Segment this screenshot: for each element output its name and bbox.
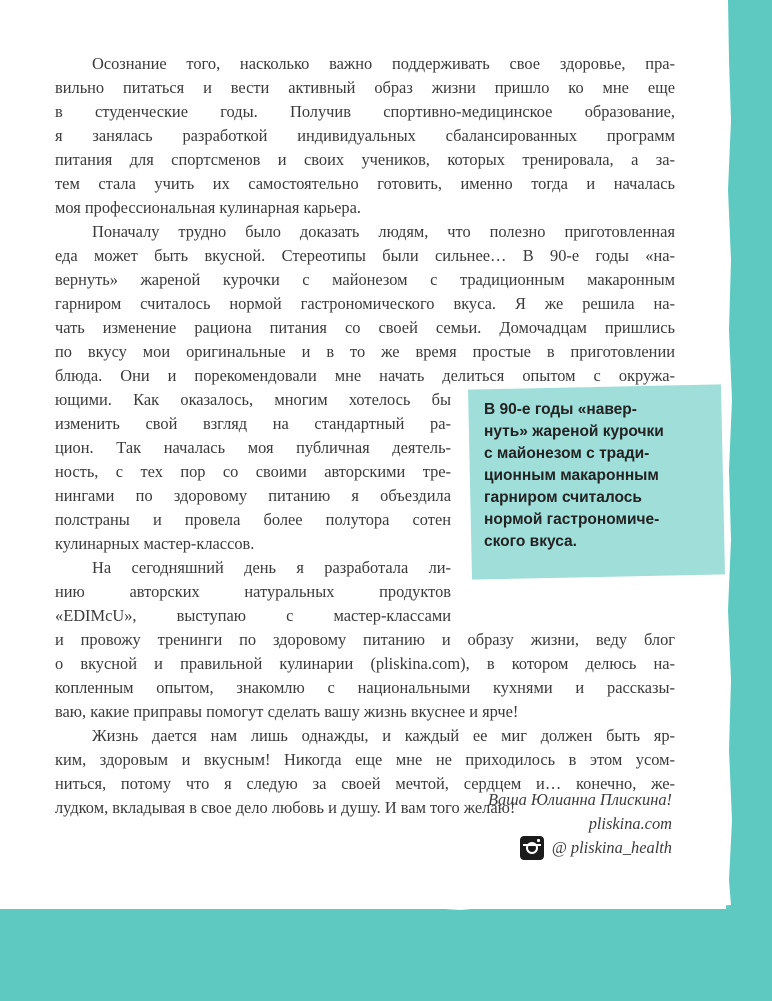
text-line: еда может быть вкусной. Стереотипы были сильнее… В 90-е годы «на- [55, 246, 675, 265]
pull-quote-line: нормой гастрономиче- [484, 511, 660, 528]
text-line: о вкусной и правильной кулинарии (pliskina.com), в котором делюсь на- [55, 654, 675, 673]
text-line: моя профессиональная кулинарная карьера. [55, 198, 361, 217]
pull-quote-line: В 90-е годы «навер- [484, 401, 637, 418]
text-line: кулинарных мастер-классов. [55, 534, 255, 553]
instagram-handle-row[interactable] [488, 836, 672, 860]
text-line: гарниром считалось нормой гастрономического вкуса. Я же решила на- [55, 294, 675, 313]
instagram-handle: @ pliskina_health [551, 838, 672, 857]
text-line: Осознание того, насколько важно поддерживать свое здоровье, пра- [92, 54, 675, 73]
text-line: в студенческие годы. Получив спортивно-медицинское образование, [55, 102, 675, 121]
text-line: Поначалу трудно было доказать людям, что полезно приготовленная [92, 222, 675, 241]
text-line: питания для спортсменов и своих учеников, которых тренировала, а за- [55, 150, 675, 169]
text-line: тем стала учить их самостоятельно готовить, именно тогда и началась [55, 174, 675, 193]
text-line: нингами по здоровому питанию я объездила [55, 486, 451, 505]
website-link[interactable]: pliskina.com [588, 814, 672, 833]
text-line: вильно питаться и вести активный образ жизни пришло ко мне еще [55, 78, 675, 97]
text-line: полстраны и провела более полутора сотен [55, 510, 451, 529]
text-line: блюда. Они и порекомендовали мне начать делиться опытом с окружа- [55, 366, 675, 385]
text-line: «EDIMcU», выступаю с мастер-классами [55, 606, 451, 625]
text-line: копленным опытом, знакомлю с национальными кухнями и рассказы- [55, 678, 675, 697]
text-line: ниться, потому что я следую за своей мечтой, сердцем и… конечно, же- [55, 774, 675, 793]
text-line: ким, здоровым и вкусным! Никогда еще мне не приходилось в этом усом- [55, 750, 675, 769]
text-line: лудком, вкладывая в свое дело любовь и душу. И вам того желаю! [55, 798, 516, 817]
text-line: нию авторских натуральных продуктов [55, 582, 451, 601]
pull-quote [484, 399, 704, 553]
text-line: вернуть» жареной курочки с майонезом с традиционным макаронным [55, 270, 675, 289]
text-line: Жизнь дается нам лишь однажды, и каждый ее миг должен быть яр- [92, 726, 675, 745]
signature-name: Ваша Юлианна Плискина! [488, 790, 672, 809]
text-line: чать изменение рациона питания со своей семьи. Домочадцам пришлись [55, 318, 675, 337]
pull-quote-line: с майонезом с тради- [484, 445, 650, 462]
pull-quote-line: нуть» жареной курочки [484, 423, 664, 440]
text-line: изменить свой взгляд на стандартный ра- [55, 414, 451, 433]
text-line: ность, с тех пор со своими авторскими тре- [55, 462, 451, 481]
pull-quote-line: ционным макаронным [484, 467, 659, 484]
pull-quote-line: гарниром считалось [484, 489, 642, 506]
text-line: На сегодняшний день я разработала ли- [92, 558, 451, 577]
instagram-icon [520, 836, 544, 860]
signature-block [488, 788, 672, 860]
text-line: и провожу тренинги по здоровому питанию и образу жизни, веду блог [55, 630, 675, 649]
text-line: по вкусу мои оригинальные и в то же время простые в приготовлении [55, 342, 675, 361]
pull-quote-line: ского вкуса. [484, 533, 577, 550]
text-line: ющими. Как оказалось, многим хотелось бы [55, 390, 451, 409]
text-line: я занялась разработкой индивидуальных сбалансированных программ [55, 126, 675, 145]
text-line: цион. Так началась моя публичная деятель- [55, 438, 451, 457]
text-line: ваю, какие приправы помогут сделать вашу жизнь вкуснее и ярче! [55, 702, 519, 721]
